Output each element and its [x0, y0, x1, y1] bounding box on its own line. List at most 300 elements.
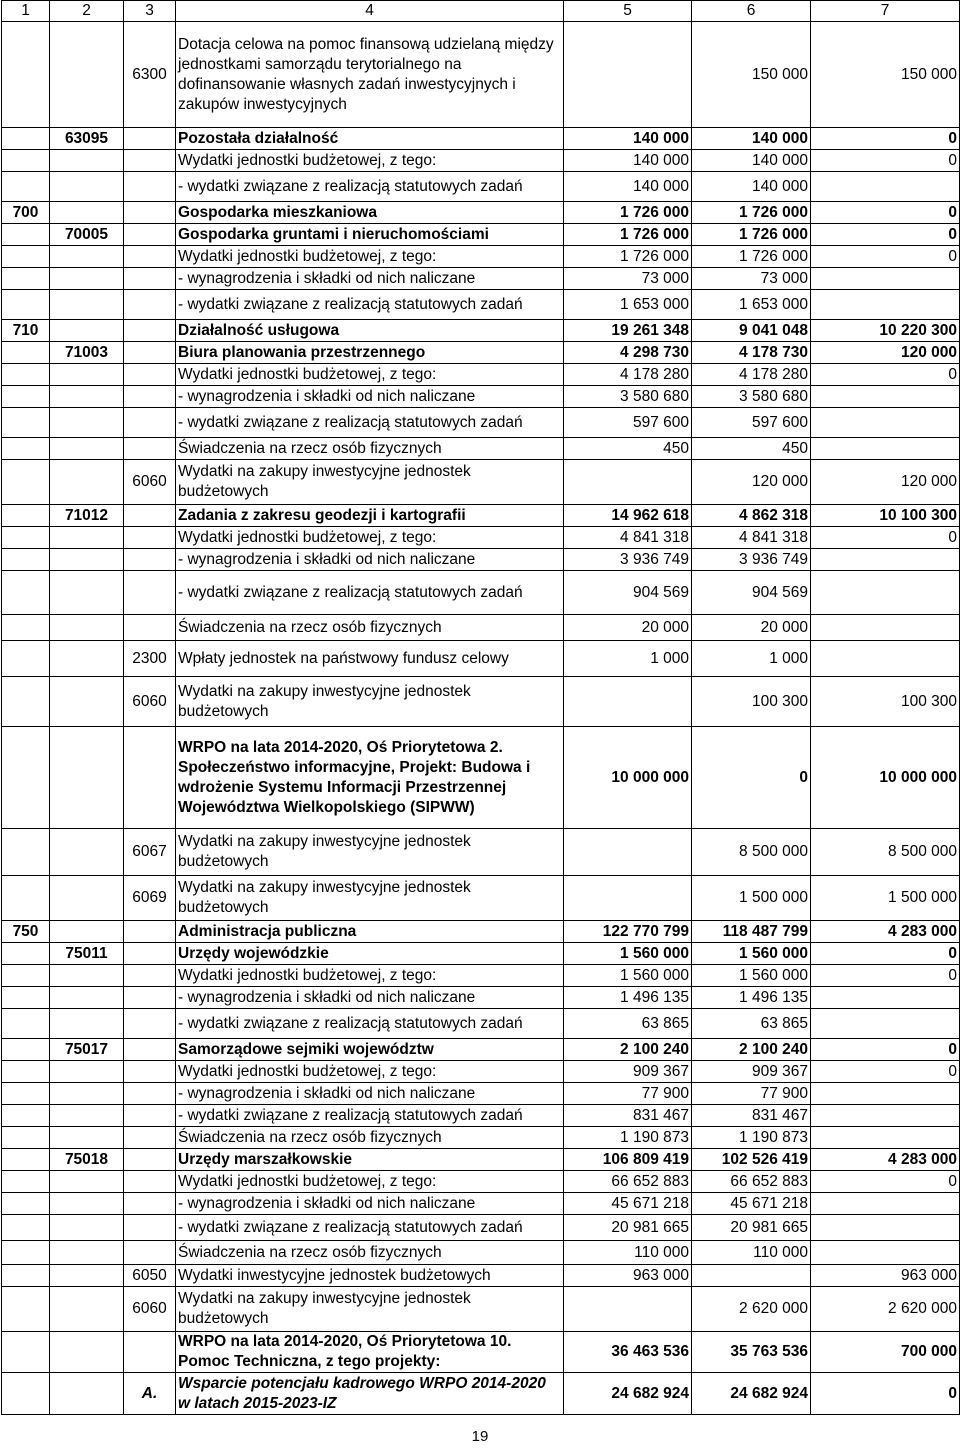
- amount-col-6: 2 100 240: [692, 1039, 811, 1061]
- amount-col-6: 73 000: [692, 268, 811, 290]
- amount-col-5: [564, 22, 692, 128]
- paragraph-code: [124, 342, 176, 364]
- table-row: [2, 408, 960, 438]
- amount-col-5: 140 000: [564, 172, 692, 202]
- amount-col-7: 120 000: [811, 342, 960, 364]
- amount-col-7: 0: [811, 965, 960, 987]
- description: Pozostała działalność: [176, 128, 564, 150]
- description: - wydatki związane z realizacją statutowych zadań: [176, 172, 564, 202]
- paragraph-code: [124, 615, 176, 641]
- amount-col-5: 77 900: [564, 1083, 692, 1105]
- amount-col-7: 2 620 000: [811, 1287, 960, 1332]
- amount-col-5: 1 726 000: [564, 224, 692, 246]
- amount-col-5: 904 569: [564, 571, 692, 615]
- budget-table: [1, 0, 960, 1415]
- chapter-code: [50, 829, 124, 876]
- paragraph-code: [124, 408, 176, 438]
- table-row: [2, 22, 960, 128]
- description: Gospodarka mieszkaniowa: [176, 202, 564, 224]
- amount-col-7: [811, 1105, 960, 1127]
- amount-col-6: 66 652 883: [692, 1171, 811, 1193]
- amount-col-7: 100 300: [811, 677, 960, 727]
- table-row: [2, 202, 960, 224]
- amount-col-5: 2 100 240: [564, 1039, 692, 1061]
- description: Wydatki na zakupy inwestycyjne jednostek budżetowych: [176, 876, 564, 921]
- chapter-code: [50, 1193, 124, 1215]
- table-row: [2, 527, 960, 549]
- amount-col-6: 35 763 536: [692, 1332, 811, 1373]
- table-row: [2, 320, 960, 342]
- paragraph-code: [124, 150, 176, 172]
- description: Urzędy wojewódzkie: [176, 943, 564, 965]
- amount-col-6: 1 726 000: [692, 246, 811, 268]
- table-row: [2, 549, 960, 571]
- amount-col-7: [811, 1193, 960, 1215]
- table-row: [2, 268, 960, 290]
- section-code: [2, 364, 50, 386]
- paragraph-code: [124, 202, 176, 224]
- description: Urzędy marszałkowskie: [176, 1149, 564, 1171]
- amount-col-7: [811, 386, 960, 408]
- amount-col-5: 106 809 419: [564, 1149, 692, 1171]
- amount-col-7: 0: [811, 1171, 960, 1193]
- budget-table-body: [2, 1, 960, 1415]
- section-code: [2, 1171, 50, 1193]
- description: WRPO na lata 2014-2020, Oś Priorytetowa 2. Społeczeństwo informacyjne, Projekt: Budowa i wdrożenie Systemu Informacji Przestrzennej Województwa Wielkopolskiego (SIPWW): [176, 727, 564, 829]
- section-code: [2, 150, 50, 172]
- section-code: 750: [2, 921, 50, 943]
- description: - wynagrodzenia i składki od nich naliczane: [176, 386, 564, 408]
- amount-col-5: 122 770 799: [564, 921, 692, 943]
- description: Wydatki jednostki budżetowej, z tego:: [176, 527, 564, 549]
- chapter-code: 71003: [50, 342, 124, 364]
- amount-col-5: 140 000: [564, 128, 692, 150]
- amount-col-6: 20 981 665: [692, 1215, 811, 1241]
- chapter-code: [50, 1105, 124, 1127]
- paragraph-code: [124, 1193, 176, 1215]
- table-row: [2, 128, 960, 150]
- chapter-code: [50, 1332, 124, 1373]
- header-col-6: 6: [692, 1, 811, 22]
- chapter-code: [50, 386, 124, 408]
- amount-col-7: [811, 1009, 960, 1039]
- amount-col-5: 831 467: [564, 1105, 692, 1127]
- paragraph-code: [124, 1083, 176, 1105]
- paragraph-code: [124, 1039, 176, 1061]
- amount-col-6: 77 900: [692, 1083, 811, 1105]
- section-code: [2, 268, 50, 290]
- amount-col-7: 0: [811, 1373, 960, 1415]
- description: Świadczenia na rzecz osób fizycznych: [176, 438, 564, 460]
- chapter-code: 63095: [50, 128, 124, 150]
- table-row: [2, 1061, 960, 1083]
- table-row: [2, 1009, 960, 1039]
- amount-col-6: 20 000: [692, 615, 811, 641]
- amount-col-7: 963 000: [811, 1265, 960, 1287]
- table-row: [2, 246, 960, 268]
- description: - wydatki związane z realizacją statutowych zadań: [176, 571, 564, 615]
- amount-col-6: 1 653 000: [692, 290, 811, 320]
- amount-col-5: 14 962 618: [564, 505, 692, 527]
- table-row: [2, 829, 960, 876]
- header-col-3: 3: [124, 1, 176, 22]
- amount-col-7: 0: [811, 943, 960, 965]
- amount-col-5: 4 178 280: [564, 364, 692, 386]
- chapter-code: [50, 22, 124, 128]
- amount-col-6: 0: [692, 727, 811, 829]
- table-row: [2, 1241, 960, 1265]
- paragraph-code: 6060: [124, 1287, 176, 1332]
- chapter-code: [50, 1127, 124, 1149]
- table-row: [2, 460, 960, 505]
- description: Wydatki na zakupy inwestycyjne jednostek budżetowych: [176, 460, 564, 505]
- chapter-code: [50, 290, 124, 320]
- paragraph-code: [124, 268, 176, 290]
- chapter-code: [50, 268, 124, 290]
- amount-col-7: 4 283 000: [811, 1149, 960, 1171]
- section-code: [2, 290, 50, 320]
- chapter-code: [50, 172, 124, 202]
- header-col-4: 4: [176, 1, 564, 22]
- table-row: [2, 965, 960, 987]
- table-row: [2, 1215, 960, 1241]
- section-code: [2, 1127, 50, 1149]
- amount-col-6: 2 620 000: [692, 1287, 811, 1332]
- amount-col-5: [564, 677, 692, 727]
- section-code: [2, 677, 50, 727]
- amount-col-5: 10 000 000: [564, 727, 692, 829]
- description: WRPO na lata 2014-2020, Oś Priorytetowa 10. Pomoc Techniczna, z tego projekty:: [176, 1332, 564, 1373]
- amount-col-7: 0: [811, 202, 960, 224]
- amount-col-6: 1 726 000: [692, 202, 811, 224]
- amount-col-6: 102 526 419: [692, 1149, 811, 1171]
- chapter-code: [50, 460, 124, 505]
- section-code: [2, 987, 50, 1009]
- section-code: [2, 1241, 50, 1265]
- chapter-code: 75018: [50, 1149, 124, 1171]
- amount-col-5: [564, 829, 692, 876]
- section-code: [2, 727, 50, 829]
- amount-col-5: 1 560 000: [564, 943, 692, 965]
- section-code: [2, 527, 50, 549]
- table-row: [2, 727, 960, 829]
- amount-col-7: 120 000: [811, 460, 960, 505]
- table-row: [2, 224, 960, 246]
- amount-col-5: 24 682 924: [564, 1373, 692, 1415]
- section-code: [2, 1061, 50, 1083]
- chapter-code: [50, 727, 124, 829]
- description: Wsparcie potencjału kadrowego WRPO 2014-2020 w latach 2015-2023-IZ: [176, 1373, 564, 1415]
- description: - wydatki związane z realizacją statutowych zadań: [176, 290, 564, 320]
- section-code: [2, 224, 50, 246]
- chapter-code: [50, 987, 124, 1009]
- description: Wydatki jednostki budżetowej, z tego:: [176, 246, 564, 268]
- paragraph-code: [124, 290, 176, 320]
- page-number: 19: [471, 1428, 489, 1445]
- section-code: [2, 943, 50, 965]
- description: Wydatki jednostki budżetowej, z tego:: [176, 150, 564, 172]
- description: Wydatki jednostki budżetowej, z tego:: [176, 364, 564, 386]
- description: Wydatki jednostki budżetowej, z tego:: [176, 1171, 564, 1193]
- section-code: [2, 438, 50, 460]
- chapter-code: [50, 615, 124, 641]
- section-code: [2, 1149, 50, 1171]
- amount-col-7: [811, 1083, 960, 1105]
- chapter-code: [50, 876, 124, 921]
- section-code: [2, 549, 50, 571]
- amount-col-5: [564, 876, 692, 921]
- table-row: [2, 150, 960, 172]
- amount-col-6: 150 000: [692, 22, 811, 128]
- amount-col-6: 1 496 135: [692, 987, 811, 1009]
- description: - wynagrodzenia i składki od nich naliczane: [176, 987, 564, 1009]
- amount-col-7: 0: [811, 364, 960, 386]
- table-row: [2, 1105, 960, 1127]
- amount-col-5: 1 726 000: [564, 246, 692, 268]
- table-row: [2, 876, 960, 921]
- section-code: [2, 460, 50, 505]
- amount-col-7: [811, 172, 960, 202]
- amount-col-6: 3 580 680: [692, 386, 811, 408]
- description: - wynagrodzenia i składki od nich naliczane: [176, 1083, 564, 1105]
- section-code: [2, 1193, 50, 1215]
- amount-col-6: 1 560 000: [692, 943, 811, 965]
- table-row: [2, 1287, 960, 1332]
- paragraph-code: [124, 987, 176, 1009]
- amount-col-6: [692, 1265, 811, 1287]
- section-code: [2, 1105, 50, 1127]
- table-row: [2, 1193, 960, 1215]
- amount-col-7: 0: [811, 150, 960, 172]
- paragraph-code: [124, 505, 176, 527]
- description: Biura planowania przestrzennego: [176, 342, 564, 364]
- section-code: [2, 1215, 50, 1241]
- amount-col-6: 45 671 218: [692, 1193, 811, 1215]
- paragraph-code: [124, 128, 176, 150]
- chapter-code: [50, 921, 124, 943]
- amount-col-6: 140 000: [692, 150, 811, 172]
- paragraph-code: [124, 1009, 176, 1039]
- section-code: [2, 641, 50, 677]
- amount-col-5: 20 000: [564, 615, 692, 641]
- table-row: [2, 1127, 960, 1149]
- description: Wydatki na zakupy inwestycyjne jednostek budżetowych: [176, 829, 564, 876]
- amount-col-5: 140 000: [564, 150, 692, 172]
- paragraph-code: 6050: [124, 1265, 176, 1287]
- table-row: [2, 615, 960, 641]
- amount-col-7: [811, 641, 960, 677]
- paragraph-code: A.: [124, 1373, 176, 1415]
- description: Wydatki inwestycyjne jednostek budżetowych: [176, 1265, 564, 1287]
- chapter-code: [50, 1083, 124, 1105]
- amount-col-5: [564, 1287, 692, 1332]
- chapter-code: [50, 1009, 124, 1039]
- column-number-header: [2, 1, 960, 22]
- description: - wynagrodzenia i składki od nich naliczane: [176, 549, 564, 571]
- description: - wynagrodzenia i składki od nich naliczane: [176, 1193, 564, 1215]
- paragraph-code: [124, 364, 176, 386]
- table-row: [2, 1332, 960, 1373]
- amount-col-6: 100 300: [692, 677, 811, 727]
- paragraph-code: [124, 1149, 176, 1171]
- description: - wydatki związane z realizacją statutowych zadań: [176, 1215, 564, 1241]
- description: - wydatki związane z realizacją statutowych zadań: [176, 1009, 564, 1039]
- amount-col-6: 597 600: [692, 408, 811, 438]
- section-code: [2, 342, 50, 364]
- amount-col-5: 110 000: [564, 1241, 692, 1265]
- paragraph-code: [124, 727, 176, 829]
- section-code: [2, 128, 50, 150]
- section-code: [2, 876, 50, 921]
- amount-col-5: 3 936 749: [564, 549, 692, 571]
- amount-col-7: [811, 268, 960, 290]
- table-row: [2, 571, 960, 615]
- chapter-code: [50, 1171, 124, 1193]
- section-code: 700: [2, 202, 50, 224]
- amount-col-7: [811, 549, 960, 571]
- section-code: [2, 505, 50, 527]
- paragraph-code: [124, 921, 176, 943]
- amount-col-7: 0: [811, 128, 960, 150]
- amount-col-6: 1 726 000: [692, 224, 811, 246]
- description: Gospodarka gruntami i nieruchomościami: [176, 224, 564, 246]
- amount-col-5: 20 981 665: [564, 1215, 692, 1241]
- chapter-code: [50, 1265, 124, 1287]
- paragraph-code: 2300: [124, 641, 176, 677]
- table-row: [2, 386, 960, 408]
- section-code: [2, 246, 50, 268]
- amount-col-6: 1 190 873: [692, 1127, 811, 1149]
- paragraph-code: [124, 246, 176, 268]
- table-row: [2, 943, 960, 965]
- paragraph-code: [124, 1215, 176, 1241]
- amount-col-5: 45 671 218: [564, 1193, 692, 1215]
- description: Zadania z zakresu geodezji i kartografii: [176, 505, 564, 527]
- chapter-code: [50, 527, 124, 549]
- amount-col-7: [811, 615, 960, 641]
- amount-col-6: 831 467: [692, 1105, 811, 1127]
- description: Wpłaty jednostek na państwowy fundusz celowy: [176, 641, 564, 677]
- amount-col-6: 24 682 924: [692, 1373, 811, 1415]
- amount-col-5: 1 190 873: [564, 1127, 692, 1149]
- paragraph-code: [124, 320, 176, 342]
- paragraph-code: [124, 172, 176, 202]
- amount-col-5: 1 000: [564, 641, 692, 677]
- section-code: [2, 615, 50, 641]
- description: Świadczenia na rzecz osób fizycznych: [176, 1241, 564, 1265]
- paragraph-code: [124, 549, 176, 571]
- chapter-code: [50, 150, 124, 172]
- section-code: [2, 1083, 50, 1105]
- amount-col-7: 0: [811, 246, 960, 268]
- description: Działalność usługowa: [176, 320, 564, 342]
- chapter-code: [50, 641, 124, 677]
- amount-col-6: 1 560 000: [692, 965, 811, 987]
- description: Świadczenia na rzecz osób fizycznych: [176, 1127, 564, 1149]
- amount-col-7: 1 500 000: [811, 876, 960, 921]
- amount-col-7: 10 220 300: [811, 320, 960, 342]
- chapter-code: [50, 965, 124, 987]
- table-row: [2, 921, 960, 943]
- description: - wydatki związane z realizacją statutowych zadań: [176, 408, 564, 438]
- table-row: [2, 677, 960, 727]
- amount-col-5: 450: [564, 438, 692, 460]
- table-row: [2, 987, 960, 1009]
- amount-col-5: 63 865: [564, 1009, 692, 1039]
- paragraph-code: 6060: [124, 677, 176, 727]
- table-row: [2, 1373, 960, 1415]
- amount-col-5: [564, 460, 692, 505]
- amount-col-6: 4 841 318: [692, 527, 811, 549]
- description: Świadczenia na rzecz osób fizycznych: [176, 615, 564, 641]
- chapter-code: [50, 408, 124, 438]
- amount-col-6: 3 936 749: [692, 549, 811, 571]
- chapter-code: 71012: [50, 505, 124, 527]
- table-row: [2, 1265, 960, 1287]
- amount-col-6: 1 500 000: [692, 876, 811, 921]
- amount-col-5: 36 463 536: [564, 1332, 692, 1373]
- header-col-5: 5: [564, 1, 692, 22]
- amount-col-6: 9 041 048: [692, 320, 811, 342]
- paragraph-code: [124, 1171, 176, 1193]
- table-row: [2, 364, 960, 386]
- amount-col-5: 1 726 000: [564, 202, 692, 224]
- chapter-code: [50, 549, 124, 571]
- paragraph-code: [124, 1127, 176, 1149]
- amount-col-7: 0: [811, 1061, 960, 1083]
- chapter-code: 70005: [50, 224, 124, 246]
- amount-col-5: 19 261 348: [564, 320, 692, 342]
- paragraph-code: [124, 1061, 176, 1083]
- table-row: [2, 342, 960, 364]
- amount-col-5: 66 652 883: [564, 1171, 692, 1193]
- paragraph-code: [124, 527, 176, 549]
- amount-col-6: 110 000: [692, 1241, 811, 1265]
- paragraph-code: [124, 224, 176, 246]
- amount-col-7: 0: [811, 224, 960, 246]
- amount-col-7: 10 100 300: [811, 505, 960, 527]
- description: Wydatki na zakupy inwestycyjne jednostek budżetowych: [176, 1287, 564, 1332]
- section-code: [2, 172, 50, 202]
- section-code: [2, 1287, 50, 1332]
- amount-col-6: 909 367: [692, 1061, 811, 1083]
- paragraph-code: [124, 1241, 176, 1265]
- description: Wydatki jednostki budżetowej, z tego:: [176, 965, 564, 987]
- section-code: [2, 1009, 50, 1039]
- amount-col-7: 0: [811, 1039, 960, 1061]
- amount-col-7: 700 000: [811, 1332, 960, 1373]
- section-code: [2, 408, 50, 438]
- chapter-code: [50, 571, 124, 615]
- amount-col-7: [811, 1127, 960, 1149]
- amount-col-5: 1 560 000: [564, 965, 692, 987]
- paragraph-code: [124, 438, 176, 460]
- paragraph-code: [124, 571, 176, 615]
- amount-col-6: 8 500 000: [692, 829, 811, 876]
- amount-col-7: 4 283 000: [811, 921, 960, 943]
- section-code: [2, 1265, 50, 1287]
- chapter-code: [50, 1241, 124, 1265]
- paragraph-code: 6300: [124, 22, 176, 128]
- amount-col-5: 1 653 000: [564, 290, 692, 320]
- section-code: [2, 965, 50, 987]
- amount-col-7: [811, 1215, 960, 1241]
- amount-col-6: 4 862 318: [692, 505, 811, 527]
- amount-col-6: 1 000: [692, 641, 811, 677]
- chapter-code: 75017: [50, 1039, 124, 1061]
- section-code: [2, 22, 50, 128]
- amount-col-6: 450: [692, 438, 811, 460]
